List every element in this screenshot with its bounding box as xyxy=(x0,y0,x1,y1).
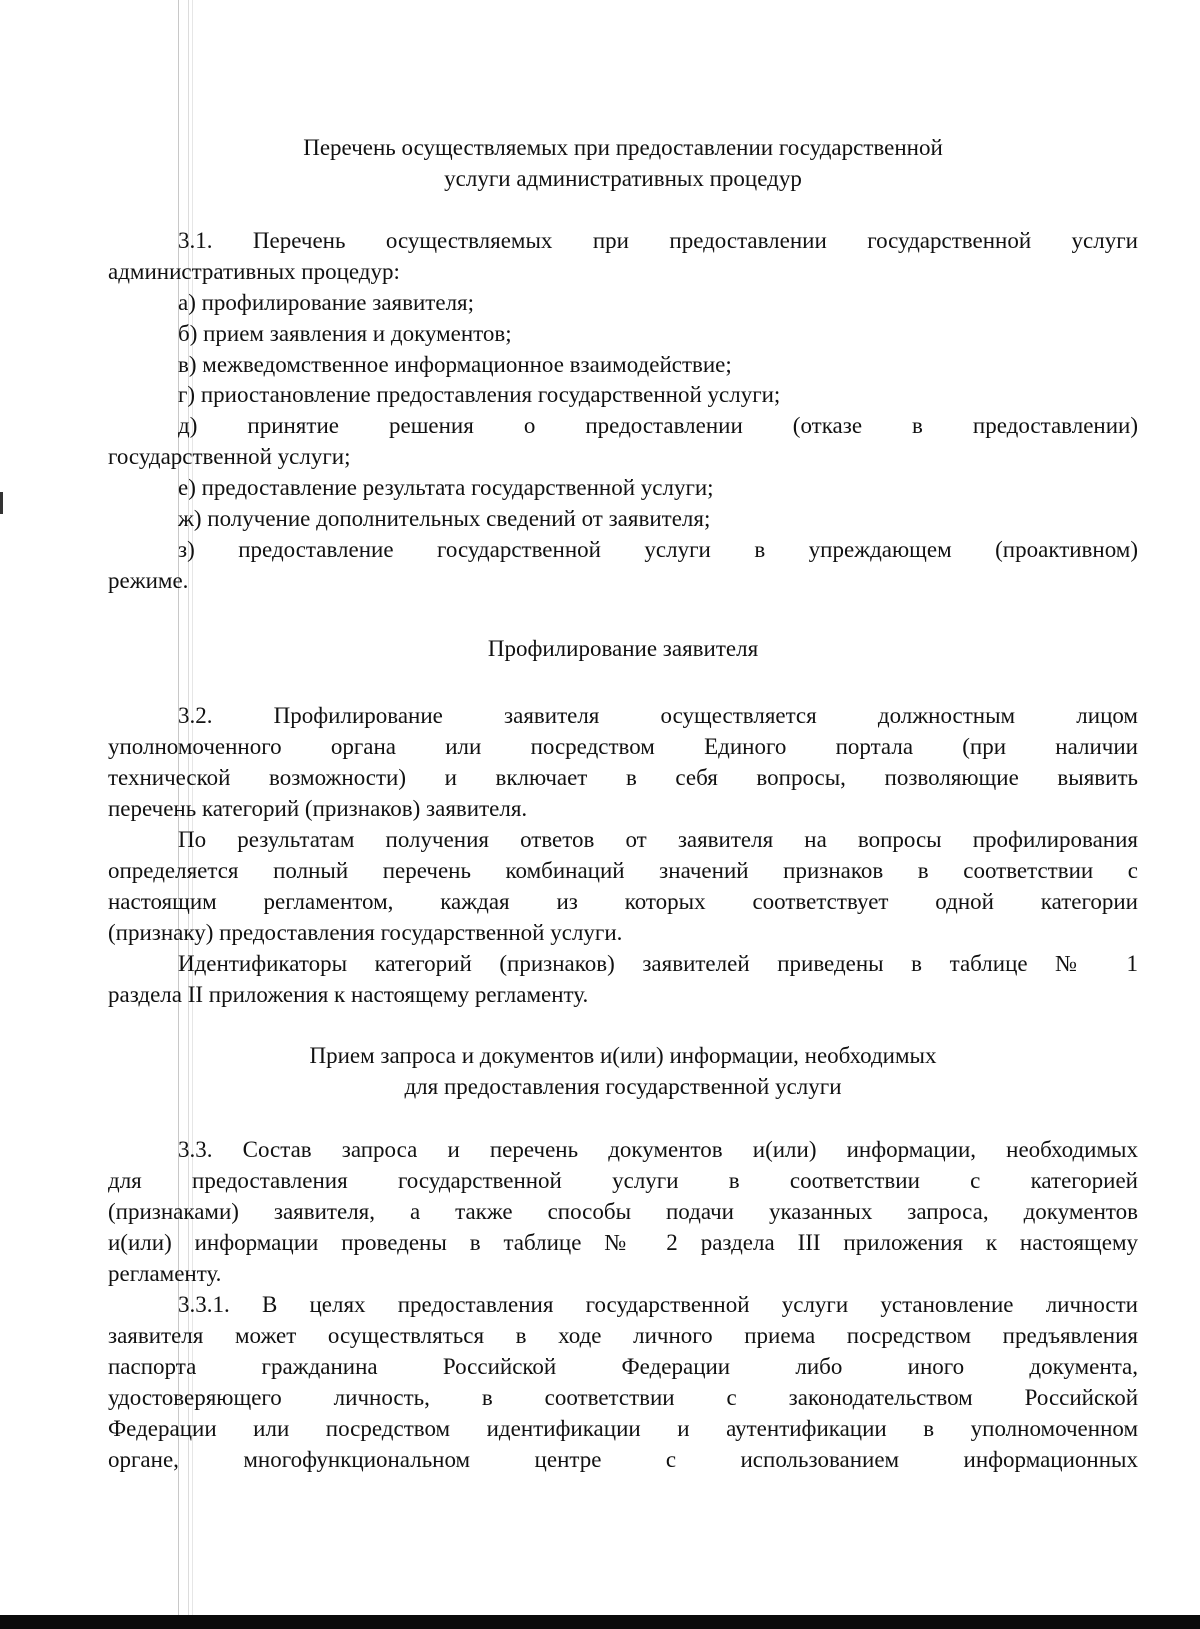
text-line: технической возможности) и включает в себя вопросы, позволяющие выявить xyxy=(108,765,1138,790)
text-line: 3.1. Перечень осуществляемых при предоставлении государственной услуги xyxy=(178,228,1138,253)
text-line: (признаками) заявителя, а также способы подачи указанных запроса, документов xyxy=(108,1199,1138,1224)
text-line: (признаку) предоставления государственной услуги. xyxy=(108,920,623,945)
paragraph-3-3-1 xyxy=(108,1289,1138,1475)
text-line: регламенту. xyxy=(108,1261,222,1286)
text-line: 3.3. Состав запроса и перечень документов и(или) информации, необходимых xyxy=(178,1137,1138,1162)
text-line: для предоставления государственной услуги в соответствии с категорией xyxy=(108,1168,1138,1193)
heading-line: Профилирование заявителя xyxy=(487,636,759,661)
text-line: 3.3.1. В целях предоставления государственной услуги установление личности xyxy=(178,1292,1138,1317)
text-line: настоящим регламентом, каждая из которых соответствует одной категории xyxy=(108,889,1138,914)
text-line: уполномоченного органа или посредством Единого портала (при наличии xyxy=(108,734,1138,759)
text-line: паспорта гражданина Российской Федерации либо иного документа, xyxy=(108,1354,1138,1379)
text-line: заявителя может осуществляться в ходе личного приема посредством предъявления xyxy=(108,1323,1138,1348)
text-line: органе, многофункциональном центре с использованием информационных xyxy=(108,1447,1138,1472)
heading-line: Прием запроса и документов и(или) информации, необходимых xyxy=(309,1043,937,1068)
section-heading-procedures xyxy=(108,132,1138,194)
list-item: в) межведомственное информационное взаимодействие; xyxy=(178,352,732,377)
heading-line: услуги административных процедур xyxy=(444,166,802,191)
list-item xyxy=(108,534,1138,596)
scan-artifact-mark xyxy=(0,492,3,514)
text-line: перечень категорий (признаков) заявителя. xyxy=(108,796,528,821)
list-item: а) профилирование заявителя; xyxy=(178,290,475,315)
text-line: Федерации или посредством идентификации и аутентификации в уполномоченном xyxy=(108,1416,1138,1441)
list-item xyxy=(108,410,1138,472)
text-line: Идентификаторы категорий (признаков) заявителей приведены в таблице № 1 xyxy=(178,951,1138,976)
list-item: б) прием заявления и документов; xyxy=(178,321,512,346)
heading-line: для предоставления государственной услуги xyxy=(404,1074,842,1099)
text-line: раздела II приложения к настоящему регламенту. xyxy=(108,982,589,1007)
heading-line: Перечень осуществляемых при предоставлении государственной xyxy=(303,135,943,160)
list-item: е) предоставление результата государственной услуги; xyxy=(178,475,714,500)
text-line: административных процедур: xyxy=(108,259,400,284)
section-heading-profiling xyxy=(108,633,1138,664)
paragraph-3-1 xyxy=(108,225,1138,287)
text-line: д) принятие решения о предоставлении (отказе в предоставлении) xyxy=(178,413,1138,438)
text-line: государственной услуги; xyxy=(108,444,351,469)
text-line: з) предоставление государственной услуги в упреждающем (проактивном) xyxy=(178,537,1138,562)
list-item: г) приостановление предоставления государственной услуги; xyxy=(178,382,781,407)
text-line: и(или) информации проведены в таблице № 2 раздела III приложения к настоящему xyxy=(108,1230,1138,1255)
paragraph-3-2-identifiers xyxy=(108,948,1138,1010)
text-line: удостоверяющего личность, в соответствии с законодательством Российской xyxy=(108,1385,1138,1410)
paragraph-3-2 xyxy=(108,700,1138,824)
paragraph-3-3 xyxy=(108,1134,1138,1289)
text-line: По результатам получения ответов от заявителя на вопросы профилирования xyxy=(178,827,1138,852)
list-item: ж) получение дополнительных сведений от заявителя; xyxy=(178,506,711,531)
scan-bottom-border xyxy=(0,1615,1200,1629)
section-heading-request-intake xyxy=(108,1040,1138,1102)
text-line: определяется полный перечень комбинаций значений признаков в соответствии с xyxy=(108,858,1138,883)
text-line: режиме. xyxy=(108,568,189,593)
paragraph-3-2-results xyxy=(108,824,1138,948)
text-line: 3.2. Профилирование заявителя осуществляется должностным лицом xyxy=(178,703,1138,728)
